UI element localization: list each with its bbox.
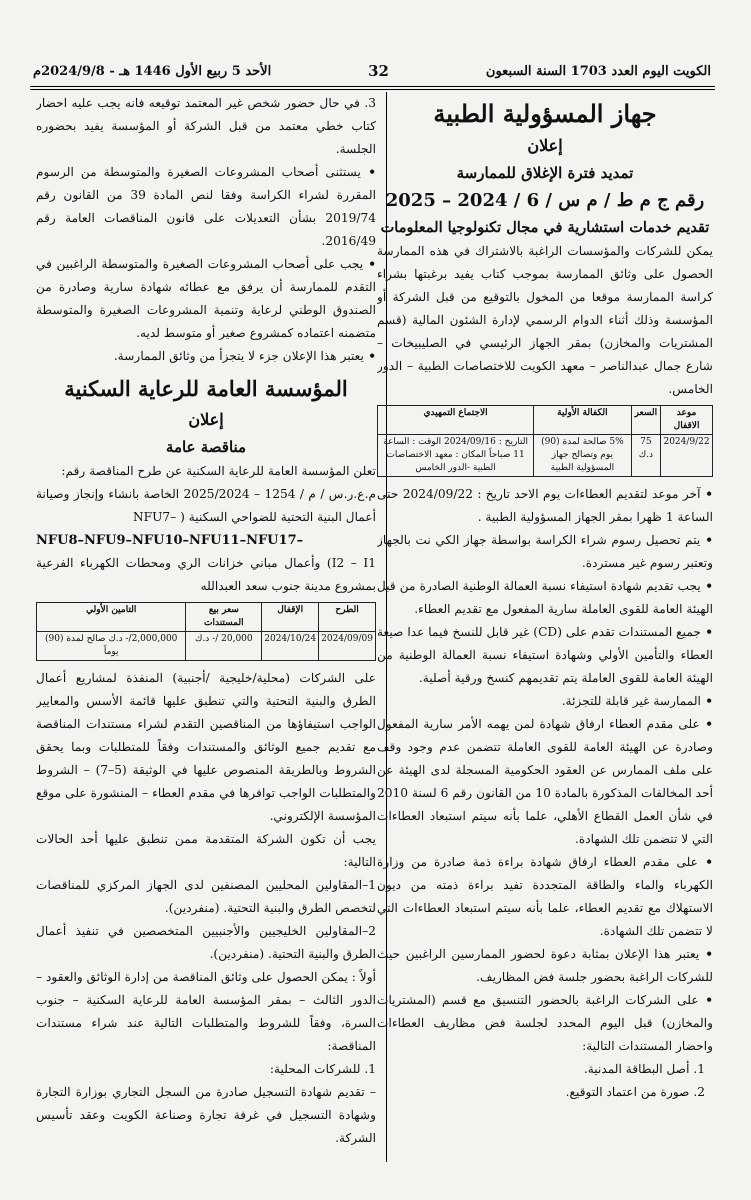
header-date: الأحد 5 ربيع الأول 1446 هـ - 2024/9/8م [33,63,272,79]
table-cell: 2024/09/09 [319,632,376,661]
notice-label: إعلان [188,410,224,429]
table-cell: 2,000,000/- د.ك صالح لمدة (90) يوماً [37,632,186,661]
paragraph: يجب أن تكون الشركة المتقدمة ممن تنطبق عليها أحد الحالات التالية: [36,832,376,869]
table-cell: 75 د.ك [631,435,660,477]
table-cell: 2024/10/24 [262,632,319,661]
list-item: 3. في حال حضور شخص غير المعتمد توقيعه فانه يجب عليه احضار كتاب خطي معتمد من قبل الشركة أو المؤسسة يفيد بحضوره الجلسة. [36,96,376,156]
table-header: الطرح [319,603,376,632]
paragraph: أولاً : يمكن الحصول على وثائق المناقصة من إدارة الوثائق والعقود – الدور الثالث – بمقر المؤسسة العامة للرعاية السكنية – جنوب السرة، وفقاً للشروط والمتطلبات التالية عند شراء مستندات المناقصة: [36,970,376,1053]
table-row [37,632,376,661]
list-item: • يجب على أصحاب المشروعات الصغيرة والمتوسطة الراغبين في التقدم للممارسة أن يرفق مع عطائه شهادة سارية وصادرة من الصندوق الوطني لرعاية وتنمية المشروعات الصغيرة والمتوسطة متضمنه اعتماده كمشروع صغير أو متوسط لديه. [36,253,376,345]
left-column [36,92,376,1170]
tender-zones: NFU8–NFU9–NFU10–NFU11–NFU17– [36,533,304,548]
table-cell: 5% صالحة لمدة (90) يوم وتصالح جهاز المسؤولية الطبية [534,435,632,477]
org-title: المؤسسة العامة للرعاية السكنية [64,376,348,401]
right-column [377,92,713,1170]
list-item: • على مقدم العطاء ارفاق شهادة لمن يهمه الأمر سارية المفعول وصادرة عن الهيئة العامة للقوى العاملة تتضمن عدم وجود وقف على ملف الممارس عن العقود الحكومية المسجلة لدى الهيئة عن أحد المخالفات المذكورة بالمادة 10 من القانون رقم 6 لسنة 2010 في شأن العمل القطاع الأهلي، علما بأنه سيتم استبعاد العطاءات التي لا تتضمن تلك الشهادة. [377,713,713,851]
table-cell: 20,000 /- د.ك [186,632,262,661]
table-cell: 2024/9/22 [661,435,713,477]
table-header: موعد الاقفال [661,406,713,435]
table-header: التامين الأولي [37,603,186,632]
numbered-item: 1. أصل البطاقة المدنية. [583,1062,705,1076]
org-title: جهاز المسؤولية الطبية [433,99,657,128]
list-item: • يتم تحصيل رسوم شراء الكراسة بواسطة جهاز الكي نت بالجهاز وتعتبر رسوم غير مستردة. [377,529,713,575]
paragraph: – تقديم شهادة التسجيل صادرة من السجل التجاري بوزارة التجارة وشهادة التسجيل في غرفة تجارة وصناعة الكويت وعقد تأسيس الشركة. [36,1085,376,1145]
header-rule [30,86,715,87]
table-row [378,435,713,477]
paragraph: 2–المقاولين الخليجيين والأجنبيين المتخصصين في تنفيذ أعمال الطرق والبنية التحتية. (منفردين). [36,924,376,961]
notice-label: إعلان [527,136,563,155]
list-item: • على مقدم العطاء ارفاق شهادة براءة ذمة صادرة من وزارة الكهرباء والماء والطاقة المتجددة تفيد براءة ذمته من ديون الاستهلاك مع تقديم العطاء، علما بأنه سيتم استبعاد العطاءات التي لا تتضمن تلك الشهادة. [377,851,713,943]
list-item: • يعتبر هذا الإعلان بمثابة دعوة لحضور الممارسين الراغبين حيث للشركات الراغبة بحضور جلسة فض المظاريف. [377,943,713,989]
header-rule-thin [30,89,715,90]
intro-paragraph: يمكن للشركات والمؤسسات الراغبة بالاشتراك في هذه الممارسة الحصول على وثائق الممارسة بموجب كتاب يفيد برغبتها بشراء كراسة الممارسة موقعا من المخول بالتوقيع من قبل الشركة أو المؤسسة وذلك أثناء الدوام الرسمي لإدارة الشئون المالية (قسم المشتريات والمخازن) بمقر الجهاز الرئيسي في الصليبيخات – شارع جمال عبدالناصر – معهد الكويت للاختصاصات الطبية – الدور الخامس. [377,244,713,396]
list-item: • الممارسة غير قابلة للتجزئة. [377,690,713,713]
list-item: • يستثنى أصحاب المشروعات الصغيرة والمتوسطة من الرسوم المقررة لشراء الكراسة وفقا لنص المادة 39 من القانون رقم 2019/74 بشأن التعديلات على قانون المناقصات العامة رقم 2016/49. [36,161,376,253]
tender-title: تقديم خدمات استشارية في مجال تكنولوجيا المعلومات [380,219,710,236]
list-item: • آخر موعد لتقديم العطاءات يوم الاحد تاريخ : 2024/09/22 حتى الساعة 1 ظهرا بمقر الجهاز المسؤولية الطبية . [377,483,713,529]
tender-table [36,602,376,661]
numbered-item: 2. صورة من اعتماد التوقيع. [565,1085,705,1099]
paragraph: 1–المقاولين المحليين المصنفين لدى الجهاز المركزي للمناقصات لتخصص الطرق والبنية التحتية. (منفردين). [36,878,376,915]
list-item: • يعتبر هذا الإعلان جزء لا يتجزأ من وثائق الممارسة. [36,345,376,368]
paragraph: على الشركات (محلية/خليجية /أجنبية) المنفذة لمشاريع أعمال الطرق والبنية التحتية والتي تنطبق عليها قائمة الأسس والمعايير الواجب استيفاؤها من المناقصين التقدم لشراء مستندات المناقصة مع تقديم جميع الوثائق والمستندات وفقاً للمتطلبات وبما يحقق الشروط وبالطريقة المنصوص عليها في الوثيقة (5–7) – الشروط والمتطلبات الواجب توافرها في مقدم العطاء – المنشورة على موقع المؤسسة الإلكتروني. [36,671,376,823]
paragraph: 1. للشركات المحلية: [269,1062,376,1076]
table-header: الاجتماع التمهيدي [378,406,534,435]
table-header: الكفالة الأولية [534,406,632,435]
list-item: • جميع المستندات تقدم على (CD) غير قابل للنسخ فيما عدا صيغة العطاء والتأمين الأولي وشهادة استيفاء نسبة العمالة الوطنية من الهيئة العامة للقوى العاملة يتم تقديمهم كنسخ ورقية أصلية. [377,621,713,690]
tender-intro: م.ع.ر.س / م / 1254 – 2025/2024 الخاصة بانشاء وإنجاز وصيانة أعمال البنية التحتية للضواحي السكنية ( –NFU7 [36,487,376,524]
tender-intro: I2 – I1) وأعمال مباني خزانات الري ومحطات الكهرباء الفرعية بمشروع مدينة جنوب سعد العبدالله [36,556,376,593]
list-item: • يجب تقديم شهادة استيفاء نسبة العمالة الوطنية الصادرة من قبل الهيئة العامة للقوى العاملة سارية المفعول مع تقديم العطاء. [377,575,713,621]
page-header [33,58,711,84]
page-number: 32 [368,62,389,80]
table-header: الإقفال [262,603,319,632]
table-cell: التاريخ : 2024/09/16 الوقت : الساعة 11 صباحاً المكان : معهد الاختصاصات الطبية -الدور الخامس [378,435,534,477]
header-issue: الكويت اليوم العدد 1703 السنة السبعون [485,63,711,79]
tender-reference: رقم ج م ط / م س / 6 / 2024 – 2025 [385,190,705,211]
tender-intro: تعلن المؤسسة العامة للرعاية السكنية عن طرح المناقصة رقم: [61,464,376,478]
notice-subject: تمديد فترة الإغلاق للممارسة [456,164,634,182]
table-header-row [37,603,376,632]
table-header: سعر بيع المستندات [186,603,262,632]
notice-subject: مناقصة عامة [165,438,247,456]
practice-table [377,405,713,477]
list-item: • على الشركات الراغبة بالحضور التنسيق مع قسم (المشتريات والمخازن) قبل اليوم المحدد لجلسة فض مظاريف العطاءات واحضار المستندات التالية: [377,989,713,1058]
table-header-row [378,406,713,435]
table-header: السعر [631,406,660,435]
